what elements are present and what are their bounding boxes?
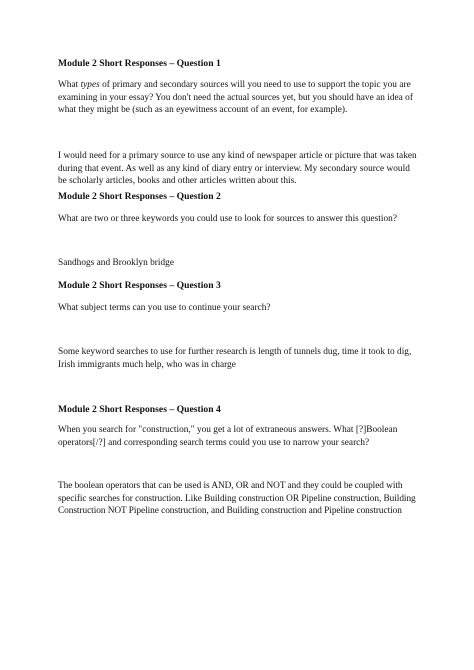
question-3-prompt: What subject terms can you use to continue your search? bbox=[58, 303, 271, 313]
question-2-prompt: What are two or three keywords you could use to look for sources to answer this question? bbox=[58, 214, 397, 224]
question-4-prompt: When you search for "construction," you get a lot of extraneous answers. What [?]Boolean operators[/?] and corresponding search terms could you use to narrow your search? bbox=[58, 425, 398, 448]
question-1-answer: I would need for a primary source to use any kind of newspaper article or picture that was taken during that event. As well as any kind of diary entry or interview. My secondary source would be scholarly articles, books and other articles written about this. bbox=[58, 151, 417, 187]
question-4-heading: Module 2 Short Responses – Question 4 bbox=[58, 404, 221, 415]
question-1-prompt bbox=[58, 79, 420, 117]
question-2-heading: Module 2 Short Responses – Question 2 bbox=[58, 191, 221, 202]
question-1-prompt-emphasis: types bbox=[80, 80, 100, 90]
question-1-prompt-rest: of primary and secondary sources will you need to use to support the topic you are examining in your essay? You don't need the actual sources yet, but you should have an idea of what they might be (such as an eyewitness account of an event, for example). bbox=[58, 80, 413, 116]
question-2-answer: Sandhogs and Brooklyn bridge bbox=[58, 258, 174, 268]
question-4-answer: The boolean operators that can be used is AND, OR and NOT and they could be coupled with specific searches for construction. Like Building construction OR Pipeline construction, Building Construction NOT Pipeline construction, and Building construction and Pipeline construction bbox=[58, 481, 416, 517]
question-3-heading: Module 2 Short Responses – Question 3 bbox=[58, 280, 221, 291]
question-1-heading: Module 2 Short Responses – Question 1 bbox=[58, 58, 221, 69]
question-1-prompt-start: What bbox=[58, 80, 81, 90]
question-3-answer: Some keyword searches to use for further research is length of tunnels dug, time it took to dig, Irish immigrants much help, who was in charge bbox=[58, 347, 412, 370]
